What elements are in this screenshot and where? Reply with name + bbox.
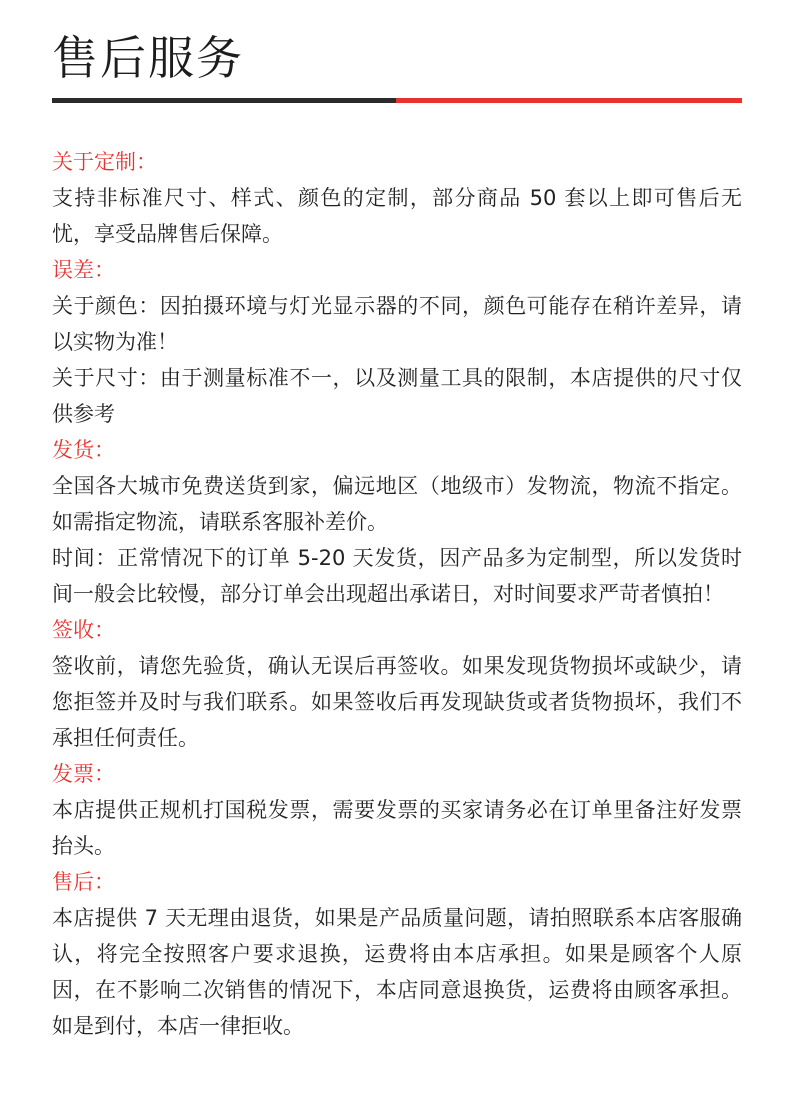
section-paragraph: 本店提供 7 天无理由退货，如果是产品质量问题，请拍照联系本店客服确认，将完全按照客户要求退换，运费将由本店承担。如果是顾客个人原因，在不影响二次销售的情况下，本店同意退换货，运费将由顾客承担。如是到付，本店一律拒收。 bbox=[52, 906, 742, 1038]
section-paragraph: 本店提供正规机打国税发票，需要发票的买家请务必在订单里备注好发票抬头。 bbox=[52, 798, 742, 858]
section-invoice bbox=[52, 756, 742, 864]
section-paragraph: 支持非标准尺寸、样式、颜色的定制，部分商品 50 套以上即可售后无忧，享受品牌售后保障。 bbox=[52, 186, 742, 246]
section-paragraph: 全国各大城市免费送货到家，偏远地区（地级市）发物流，物流不指定。如需指定物流，请联系客服补差价。 bbox=[52, 474, 742, 534]
title-underline bbox=[52, 98, 742, 103]
section-shipping bbox=[52, 432, 742, 612]
section-after-sales bbox=[52, 864, 742, 1044]
section-paragraph: 关于颜色：因拍摄环境与灯光显示器的不同，颜色可能存在稍许差异，请以实物为准！ bbox=[52, 294, 742, 354]
section-heading: 发货： bbox=[52, 438, 115, 462]
section-heading: 售后： bbox=[52, 870, 115, 894]
section-paragraph: 时间：正常情况下的订单 5-20 天发货，因产品多为定制型，所以发货时间一般会比较慢，部分订单会出现超出承诺日，对时间要求严苛者慎拍！ bbox=[52, 546, 742, 606]
section-receipt bbox=[52, 612, 742, 756]
section-heading: 签收： bbox=[52, 618, 115, 642]
section-customization bbox=[52, 144, 742, 252]
section-heading: 误差： bbox=[52, 258, 115, 282]
section-paragraph: 签收前，请您先验货，确认无误后再签收。如果发现货物损坏或缺少，请您拒签并及时与我们联系。如果签收后再发现缺货或者货物损坏，我们不承担任何责任。 bbox=[52, 654, 742, 750]
title-underline-red bbox=[396, 98, 742, 103]
title-underline-dark bbox=[52, 98, 396, 103]
section-deviation bbox=[52, 252, 742, 432]
section-heading: 关于定制： bbox=[52, 150, 157, 174]
page-title: 售后服务 bbox=[52, 31, 244, 85]
section-heading: 发票： bbox=[52, 762, 115, 786]
policy-content bbox=[52, 144, 742, 1044]
section-paragraph: 关于尺寸：由于测量标准不一，以及测量工具的限制，本店提供的尺寸仅供参考 bbox=[52, 366, 742, 426]
